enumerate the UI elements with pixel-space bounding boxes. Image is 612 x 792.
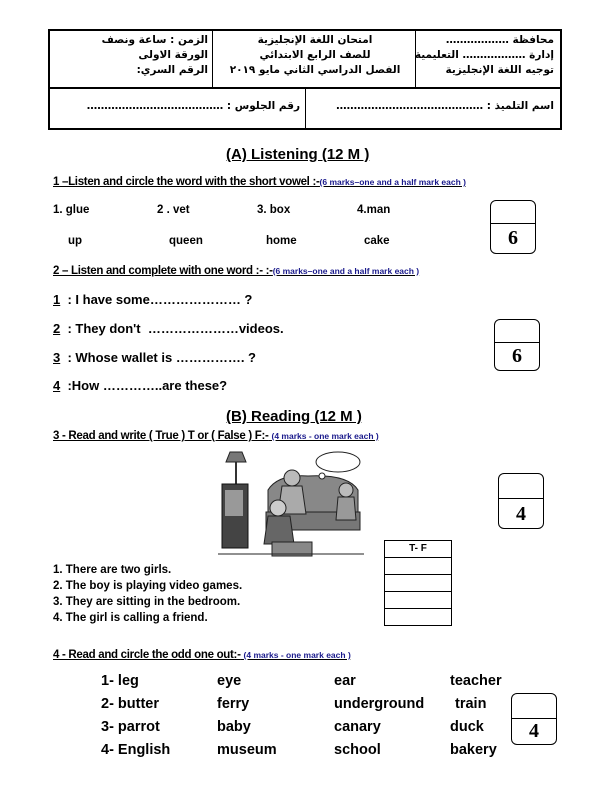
q1-instruction-text: 1 –Listen and circle the word with the short vowel :- [53,176,320,188]
q4-instruction [53,649,351,661]
q1-word[interactable]: 1. glue [53,204,90,216]
student-name-field[interactable]: اسم التلميذ : …………………………………… [336,100,554,112]
header-middle-column [220,33,410,78]
tf-answer-cell[interactable] [385,609,451,625]
section-b-title: (B) Reading (12 M ) [226,408,362,425]
q4-word[interactable]: teacher [450,673,502,689]
exam-header-table [48,29,562,130]
q3-statement: 1. There are two girls. [53,564,172,576]
grade-label: للصف الرابع الابتدائي [259,49,371,61]
tf-answer-cell[interactable] [385,592,451,609]
q4-row-label: 1- leg [101,673,139,689]
section-a-title: (A) Listening (12 M ) [226,146,370,163]
q1-word[interactable]: 4.man [357,204,391,216]
term-label: الفصل الدراسي الثاني مايو ٢٠١٩ [229,64,401,76]
q4-word[interactable]: ear [334,673,356,689]
q4-word[interactable]: bakery [450,742,497,758]
q1-marks-note: (6 marks–one and a half mark each ) [319,177,466,187]
q2-marks-note: (6 marks–one and a half mark each ) [272,266,420,276]
q1-word[interactable]: queen [169,235,203,247]
q3-marks-note: (4 marks - one mark each ) [271,431,379,441]
q2-mark-value: 6 [512,345,522,367]
header-divider [212,31,213,87]
q4-word[interactable]: school [334,742,381,758]
q1-word[interactable]: up [68,235,83,247]
header-right-column [404,33,554,78]
q4-word[interactable]: museum [217,742,277,758]
seat-number-field[interactable]: رقم الجلوس : ………………………………… [86,100,300,112]
q4-mark-value: 4 [529,720,539,742]
tf-answer-cell[interactable] [385,558,451,575]
q4-marks-note: (4 marks - one mark each ) [243,650,351,660]
living-room-illustration [218,450,364,558]
q2-instruction-text: 2 – Listen and complete with one word :- :- [53,265,273,277]
q3-statement: 4. The girl is calling a friend. [53,612,208,624]
q3-mark-value: 4 [516,503,526,525]
q1-instruction [53,176,466,188]
q4-word[interactable]: ferry [217,696,250,712]
q4-row-label: 3- parrot [101,719,160,735]
q4-word[interactable]: underground [334,696,425,712]
paper-label: الورقة الاولى [138,49,208,61]
english-supervision-label: توجيه اللغة الإنجليزية [445,64,554,76]
q4-word[interactable]: duck [450,719,484,735]
administration-label: إدارة ……………… التعليمية [414,49,554,61]
q2-item[interactable]: 1 : I have some………………… ? [53,292,253,307]
header-divider [305,87,306,128]
q1-word[interactable]: home [266,235,297,247]
q2-item[interactable]: 3 : Whose wallet is ……………. ? [53,350,256,365]
governorate-label: محافظة ……………… [445,34,554,46]
header-left-column [54,33,208,78]
q4-word[interactable]: train [455,696,487,712]
tf-answer-cell[interactable] [385,575,451,592]
q2-instruction [53,265,419,277]
tf-header: T- F [385,541,451,558]
true-false-answer-table [384,540,452,626]
secret-number-label: الرقم السري: [136,64,208,76]
q2-item[interactable]: 4 :How …………..are these? [53,378,228,393]
q4-row-label: 2- butter [101,696,159,712]
q3-statement: 2. The boy is playing video games. [53,580,243,592]
q1-mark-box [490,200,536,254]
q1-word[interactable]: cake [364,235,390,247]
q3-mark-box [498,473,544,529]
q4-word[interactable]: canary [334,719,381,735]
q2-item[interactable]: 2 : They don't …………………videos. [53,321,284,336]
q4-word[interactable]: eye [217,673,242,689]
q4-row-label: 4- English [101,742,171,758]
q4-instruction-text: 4 - Read and circle the odd one out:- [53,649,241,661]
q3-instruction [53,430,379,442]
q3-statement: 3. They are sitting in the bedroom. [53,596,241,608]
q1-mark-value: 6 [508,227,518,249]
q1-word[interactable]: 2 . vet [157,204,190,216]
q4-word[interactable]: baby [217,719,251,735]
q4-mark-box [511,693,557,745]
time-label: الزمن : ساعة ونصف [101,34,208,46]
q2-mark-box [494,319,540,371]
exam-title: امتحان اللغة الإنجليزية [257,34,373,46]
q3-instruction-text: 3 - Read and write ( True ) T or ( False ) F:- [53,430,269,442]
q1-word[interactable]: 3. box [257,204,291,216]
header-info-row [50,31,560,89]
